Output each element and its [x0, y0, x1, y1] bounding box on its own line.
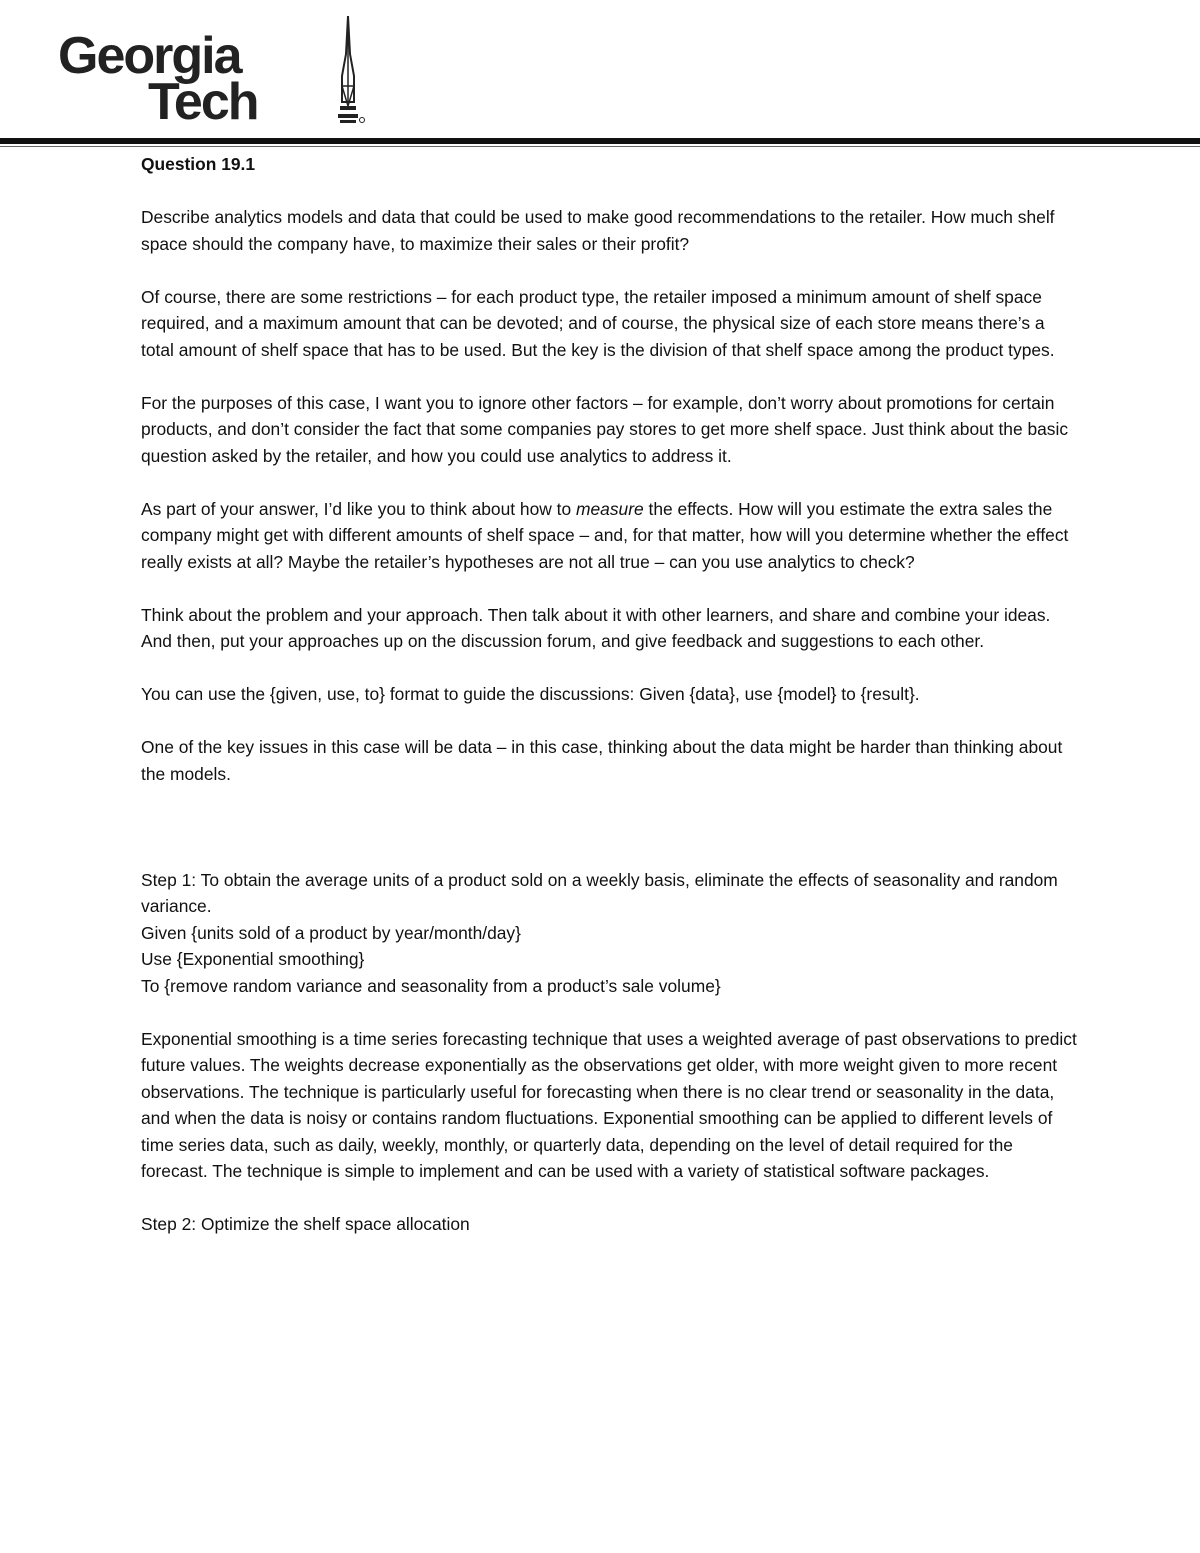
- georgia-tech-logo: [58, 14, 328, 130]
- document-body: [141, 151, 1081, 1264]
- logo-word-tech: Tech: [148, 73, 258, 131]
- step1-use: Use {Exponential smoothing}: [141, 949, 365, 969]
- step1-heading: Step 1: To obtain the average units of a product sold on a weekly basis, eliminate the effects of seasonality and random variance.: [141, 869, 1058, 916]
- paragraph-measure: [141, 496, 1081, 576]
- document-header: [0, 0, 1200, 140]
- paragraph-purposes: For the purposes of this case, I want you to ignore other factors – for example, don’t worry about promotions for certain products, and don’t consider the fact that some companies pay stores to get more shelf space. Just think about the basic question asked by the retailer, and how you could use analytics to address it.: [141, 392, 1069, 466]
- question-title: Question 19.1: [141, 154, 256, 174]
- paragraph-measure-before: As part of your answer, I’d like you to think about how to: [141, 498, 577, 519]
- logo-word-georgia: Georgia: [58, 27, 241, 85]
- header-rule-thin: [0, 146, 1200, 147]
- paragraph-restrictions: Of course, there are some restrictions – for each product type, the retailer imposed a minimum amount of shelf space required, and a maximum amount that can be devoted; and of course, the physical size of each store means there’s a total amount of shelf space that has to be used. But the key is the division of that shelf space among the product types.: [141, 286, 1055, 360]
- paragraph-measure-after: the effects. How will you estimate the extra sales the company might get with different amounts of shelf space – and, for that matter, how will you determine whether the effect really exists at all? Maybe the retailer’s hypotheses are not all true – can you use analytics to check?: [141, 498, 1069, 572]
- measure-emphasis: measure: [576, 498, 644, 519]
- step1-to: To {remove random variance and seasonality from a product’s sale volume}: [141, 975, 721, 996]
- step1-block: [141, 867, 1081, 1000]
- step1-given: Given {units sold of a product by year/month/day}: [141, 922, 521, 943]
- paragraph-describe: Describe analytics models and data that could be used to make good recommendations to the retailer. How much shelf space should the company have, to maximize their sales or their profit?: [141, 207, 1055, 254]
- step2-heading: Step 2: Optimize the shelf space allocation: [141, 1214, 470, 1234]
- paragraph-approach: Think about the problem and your approach. Then talk about it with other learners, and share and combine your ideas. And then, put your approaches up on the discussion forum, and give feedback and suggestions to each other.: [141, 604, 1051, 651]
- tower-icon: [328, 14, 368, 130]
- paragraph-key-issues: One of the key issues in this case will be data – in this case, thinking about the data might be harder than thinking about the models.: [141, 737, 1063, 784]
- header-rule: [0, 138, 1200, 144]
- paragraph-format: You can use the {given, use, to} format to guide the discussions: Given {data}, use {model} to {result}.: [141, 684, 920, 704]
- paragraph-exponential-smoothing: Exponential smoothing is a time series forecasting technique that uses a weighted average of past observations to predict future values. The weights decrease exponentially as the observations get older, with more weight given to more recent observations. The technique is particularly useful for forecasting when there is no clear trend or seasonality in the data, and when the data is noisy or contains random fluctuations. Exponential smoothing can be applied to different levels of time series data, such as daily, weekly, monthly, or quarterly data, depending on the level of detail required for the forecast. The technique is simple to implement and can be used with a variety of statistical software packages.: [141, 1028, 1077, 1181]
